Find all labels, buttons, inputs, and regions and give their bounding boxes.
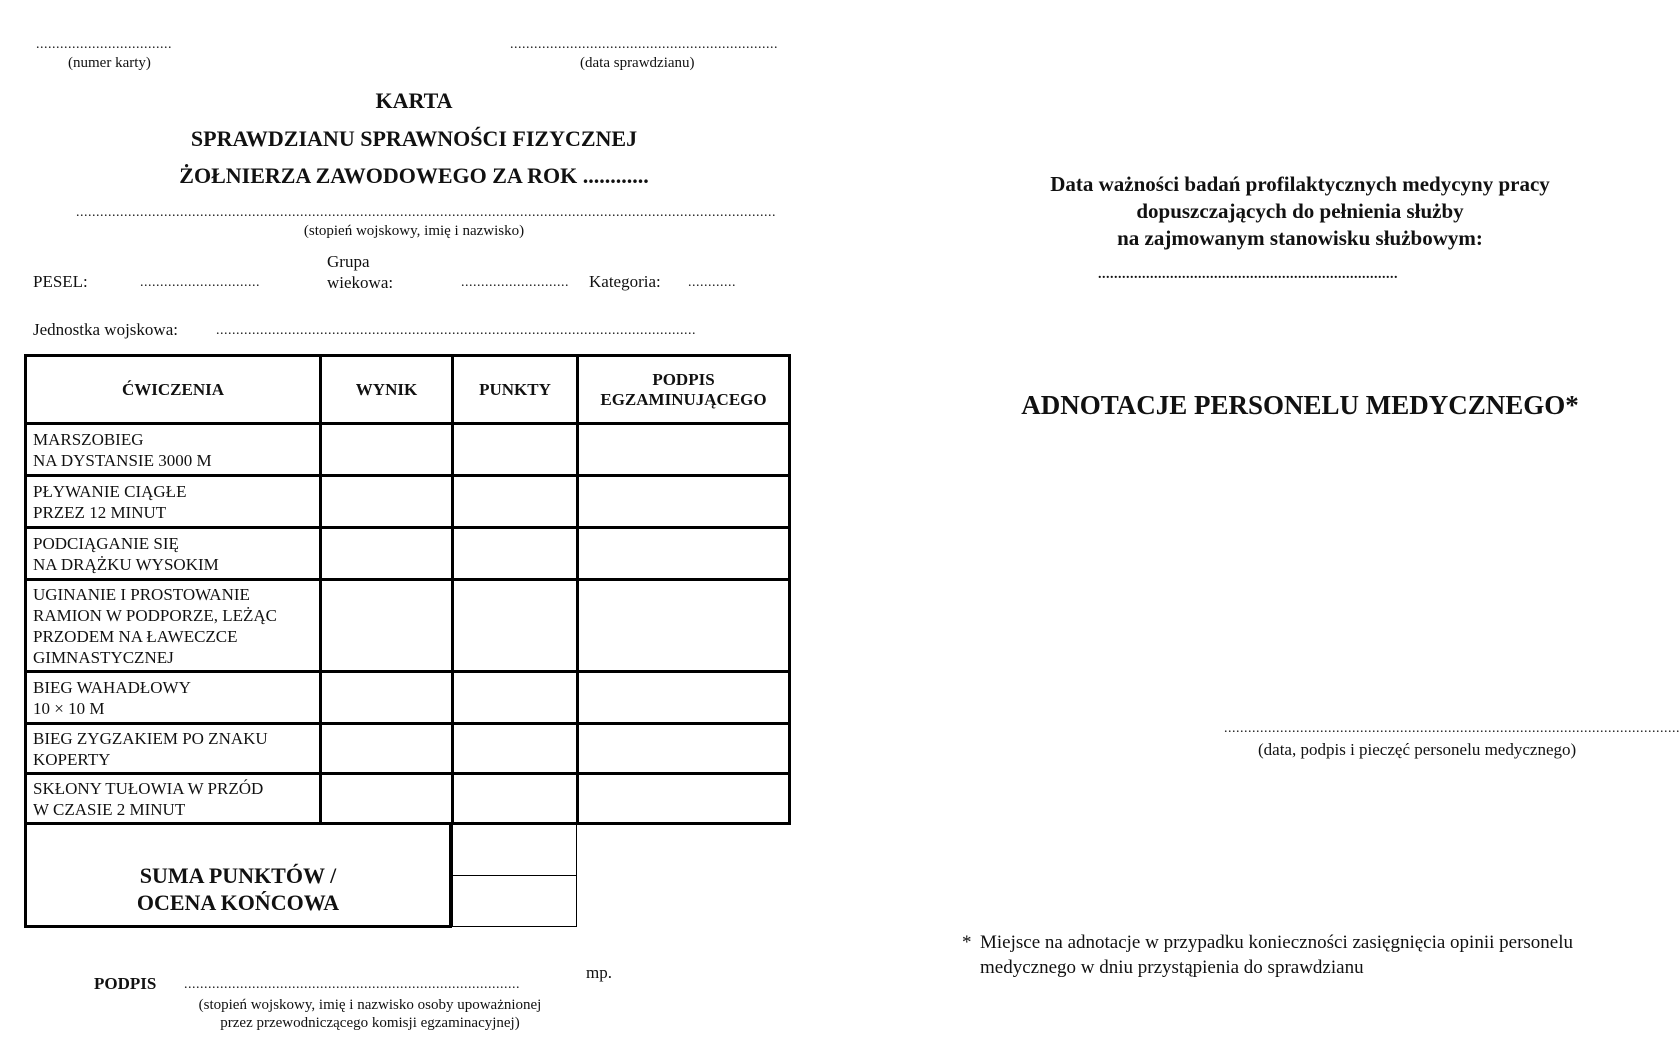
table-row <box>26 528 790 580</box>
medical-signature-field[interactable]: .................................................................................................................. <box>1224 721 1680 736</box>
validity-title-line3: na zajmowanym stanowisku służbowym: <box>1117 226 1483 250</box>
table-row <box>26 724 790 774</box>
signature-cell[interactable] <box>578 424 790 476</box>
exercise-name <box>26 476 321 528</box>
unit-field[interactable]: ........................................................................................................................ <box>216 323 696 338</box>
signature-caption <box>160 996 580 1032</box>
footnote-mark: * <box>962 932 972 953</box>
signature-cell[interactable] <box>578 476 790 528</box>
soldier-name-field[interactable]: ............................................................................................................................................................................... <box>76 205 776 220</box>
signature-field[interactable]: .................................................................................... <box>184 977 520 992</box>
result-cell[interactable] <box>321 672 453 724</box>
footnote-line2: medycznego w dniu przystąpienia do sprawdzianu <box>980 957 1364 978</box>
title-sprawdzianu: SPRAWDZIANU SPRAWNOŚCI FIZYCZNEJ <box>190 126 638 151</box>
signature-cell[interactable] <box>578 724 790 774</box>
unit-label: Jednostka wojskowa: <box>33 320 178 339</box>
exercise-name-line: KOPERTY <box>33 749 111 769</box>
medical-signature-label: (data, podpis i pieczęć personelu medycznego) <box>1258 740 1577 759</box>
exercise-name-line: NA DYSTANSIE 3000 M <box>33 450 212 470</box>
points-cell[interactable] <box>453 424 578 476</box>
exercise-name <box>26 724 321 774</box>
exercise-name-line: PRZEZ 12 MINUT <box>33 502 167 522</box>
table-row <box>26 476 790 528</box>
result-cell[interactable] <box>321 774 453 824</box>
result-cell[interactable] <box>321 724 453 774</box>
final-grade-cell[interactable] <box>452 875 577 927</box>
signature-cell[interactable] <box>578 774 790 824</box>
exercise-name <box>26 672 321 724</box>
points-cell[interactable] <box>453 580 578 672</box>
signature-cell[interactable] <box>578 672 790 724</box>
age-group-label <box>327 251 393 293</box>
exercise-name-line: PRZODEM NA ŁAWECZCE <box>33 626 238 646</box>
exercise-name-line: MARSZOBIEG <box>33 429 144 449</box>
signature-cell[interactable] <box>578 528 790 580</box>
card-number-field[interactable]: .................................. <box>36 37 172 52</box>
category-label: Kategoria: <box>589 272 661 291</box>
points-cell[interactable] <box>453 724 578 774</box>
age-group-label-line1: Grupa <box>327 252 370 271</box>
signature-caption-line1: (stopień wojskowy, imię i nazwisko osoby upoważnionej <box>198 997 542 1013</box>
exercise-name <box>26 774 321 824</box>
exercise-name-line: SKŁONY TUŁOWIA W PRZÓD <box>33 778 264 798</box>
card-number-label: (numer karty) <box>68 55 151 71</box>
pesel-label: PESEL: <box>33 272 88 291</box>
table-row <box>26 580 790 672</box>
result-cell[interactable] <box>321 528 453 580</box>
table-header-row <box>26 356 790 424</box>
age-group-label-line2: wiekowa: <box>327 273 394 292</box>
signature-cell[interactable] <box>578 580 790 672</box>
footnote-line1: Miejsce na adnotacje w przypadku konieczności zasięgnięcia opinii personelu <box>980 932 1573 953</box>
sum-points-cell[interactable] <box>452 824 577 876</box>
sum-label <box>24 862 452 916</box>
age-group-field[interactable]: ........................... <box>461 275 569 290</box>
sum-label-line1: SUMA PUNKTÓW / <box>139 863 337 888</box>
test-date-label: (data sprawdzianu) <box>580 55 695 71</box>
pesel-field[interactable]: .............................. <box>140 275 260 290</box>
col-header-examiner-signature: PODPIS EGZAMINUJĄCEGO <box>578 356 790 424</box>
exercise-name <box>26 424 321 476</box>
col-header-points: PUNKTY <box>453 356 578 424</box>
exercise-name-line: NA DRĄŻKU WYSOKIM <box>33 554 219 574</box>
exercise-name-line: BIEG ZYGZAKIEM PO ZNAKU <box>33 728 268 748</box>
result-cell[interactable] <box>321 424 453 476</box>
signature-caption-line2: przez przewodniczącego komisji egzaminacyjnej) <box>220 1015 520 1031</box>
exercise-name-line: UGINANIE I PROSTOWANIE <box>33 584 250 604</box>
exercise-name-line: 10 × 10 M <box>33 698 105 718</box>
validity-title-line2: dopuszczających do pełnienia służby <box>1136 199 1464 223</box>
title-karta: KARTA <box>375 88 453 113</box>
table-row <box>26 672 790 724</box>
mp-label: mp. <box>586 963 612 982</box>
points-cell[interactable] <box>453 774 578 824</box>
points-cell[interactable] <box>453 476 578 528</box>
exercise-name-line: PODCIĄGANIE SIĘ <box>33 533 179 553</box>
exercise-name <box>26 528 321 580</box>
exercise-name-line: GIMNASTYCZNEJ <box>33 647 174 667</box>
sum-label-line2: OCENA KOŃCOWA <box>136 890 340 915</box>
points-cell[interactable] <box>453 528 578 580</box>
col-header-result: WYNIK <box>321 356 453 424</box>
medical-annotations-title: ADNOTACJE PERSONELU MEDYCZNEGO* <box>1021 390 1579 420</box>
test-date-field[interactable]: ................................................................... <box>510 37 778 52</box>
result-cell[interactable] <box>321 476 453 528</box>
points-cell[interactable] <box>453 672 578 724</box>
col-header-exercises: ĆWICZENIA <box>26 356 321 424</box>
category-field[interactable]: ............ <box>688 275 736 290</box>
title-zolnierza: ŻOŁNIERZA ZAWODOWEGO ZA ROK ............ <box>179 163 649 188</box>
validity-date-field[interactable]: ........................................................................... <box>1098 267 1398 282</box>
soldier-name-label: (stopień wojskowy, imię i nazwisko) <box>303 223 525 239</box>
signature-label: PODPIS <box>94 974 157 993</box>
table-row <box>26 774 790 824</box>
exercise-name-line: W CZASIE 2 MINUT <box>33 799 186 819</box>
footnote-text <box>980 930 1573 980</box>
exercises-table <box>24 354 791 825</box>
exercise-name <box>26 580 321 672</box>
exercise-name-line: RAMION W PODPORZE, LEŻĄC <box>33 605 277 625</box>
result-cell[interactable] <box>321 580 453 672</box>
validity-title-line1: Data ważności badań profilaktycznych medycyny pracy <box>1050 172 1550 196</box>
exercise-name-line: PŁYWANIE CIĄGŁE <box>33 481 187 501</box>
exercise-name-line: BIEG WAHADŁOWY <box>33 677 191 697</box>
table-row <box>26 424 790 476</box>
